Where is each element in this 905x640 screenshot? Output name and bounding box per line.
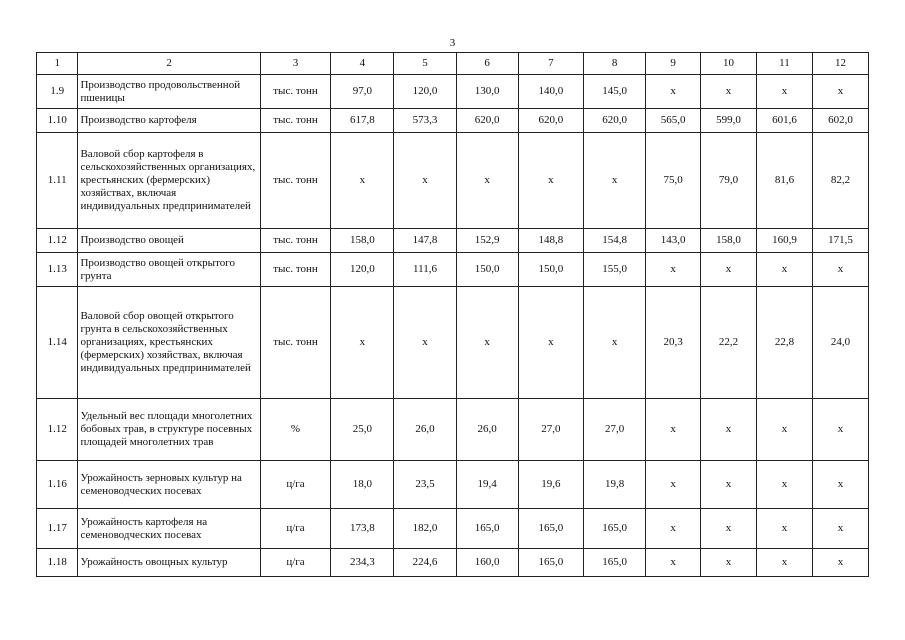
value-cell: x — [757, 461, 813, 509]
value-cell: 171,5 — [812, 229, 868, 253]
unit-cell: % — [260, 399, 330, 461]
value-cell: 81,6 — [757, 133, 813, 229]
row-number: 1.18 — [37, 549, 78, 577]
value-cell: 150,0 — [518, 253, 583, 287]
row-number: 1.13 — [37, 253, 78, 287]
indicator-name: Производство овощей — [78, 229, 260, 253]
value-cell: 25,0 — [331, 399, 394, 461]
header-row — [37, 53, 869, 75]
column-header: 1 — [37, 53, 78, 75]
column-header: 2 — [78, 53, 260, 75]
value-cell: x — [812, 399, 868, 461]
value-cell: 97,0 — [331, 75, 394, 109]
value-cell: 154,8 — [584, 229, 646, 253]
value-cell: 602,0 — [812, 109, 868, 133]
indicators-table — [36, 52, 869, 577]
value-cell: 22,2 — [701, 287, 757, 399]
value-cell: x — [701, 461, 757, 509]
value-cell: x — [757, 509, 813, 549]
value-cell: 82,2 — [812, 133, 868, 229]
value-cell: 27,0 — [584, 399, 646, 461]
table-row — [37, 461, 869, 509]
value-cell: 22,8 — [757, 287, 813, 399]
unit-cell: ц/га — [260, 549, 330, 577]
value-cell: 182,0 — [394, 509, 456, 549]
table-row — [37, 509, 869, 549]
table-row — [37, 229, 869, 253]
value-cell: 224,6 — [394, 549, 456, 577]
value-cell: 111,6 — [394, 253, 456, 287]
row-number: 1.9 — [37, 75, 78, 109]
value-cell: 152,9 — [456, 229, 518, 253]
table-row — [37, 133, 869, 229]
column-header: 5 — [394, 53, 456, 75]
value-cell: x — [331, 287, 394, 399]
column-header: 10 — [701, 53, 757, 75]
row-number: 1.10 — [37, 109, 78, 133]
value-cell: x — [701, 549, 757, 577]
value-cell: 120,0 — [331, 253, 394, 287]
value-cell: 18,0 — [331, 461, 394, 509]
value-cell: 26,0 — [394, 399, 456, 461]
value-cell: 140,0 — [518, 75, 583, 109]
value-cell: 165,0 — [584, 549, 646, 577]
value-cell: 143,0 — [646, 229, 701, 253]
value-cell: x — [701, 75, 757, 109]
value-cell: 601,6 — [757, 109, 813, 133]
value-cell: 23,5 — [394, 461, 456, 509]
value-cell: x — [584, 133, 646, 229]
value-cell: 20,3 — [646, 287, 701, 399]
indicator-name: Удельный вес площади многолетних бобовых трав, в структуре посевных площадей многолетних трав — [78, 399, 260, 461]
indicator-name: Валовой сбор овощей открытого грунта в сельскохозяйственных организациях, крестьянских (фермерских) хозяйствах, включая индивидуальных предпринимателей — [78, 287, 260, 399]
value-cell: x — [331, 133, 394, 229]
value-cell: x — [394, 133, 456, 229]
value-cell: x — [518, 287, 583, 399]
value-cell: x — [646, 75, 701, 109]
unit-cell: тыс. тонн — [260, 109, 330, 133]
value-cell: x — [456, 287, 518, 399]
column-header: 6 — [456, 53, 518, 75]
value-cell: 19,6 — [518, 461, 583, 509]
column-header: 3 — [260, 53, 330, 75]
value-cell: x — [646, 253, 701, 287]
unit-cell: ц/га — [260, 509, 330, 549]
value-cell: x — [757, 549, 813, 577]
column-header: 4 — [331, 53, 394, 75]
column-header: 8 — [584, 53, 646, 75]
value-cell: x — [518, 133, 583, 229]
value-cell: x — [757, 253, 813, 287]
unit-cell: ц/га — [260, 461, 330, 509]
value-cell: x — [812, 509, 868, 549]
value-cell: 79,0 — [701, 133, 757, 229]
value-cell: 620,0 — [456, 109, 518, 133]
indicator-name: Производство картофеля — [78, 109, 260, 133]
value-cell: 158,0 — [331, 229, 394, 253]
unit-cell: тыс. тонн — [260, 287, 330, 399]
indicator-name: Урожайность овощных культур — [78, 549, 260, 577]
value-cell: x — [757, 399, 813, 461]
value-cell: 573,3 — [394, 109, 456, 133]
value-cell: 620,0 — [584, 109, 646, 133]
value-cell: x — [812, 75, 868, 109]
unit-cell: тыс. тонн — [260, 253, 330, 287]
value-cell: 155,0 — [584, 253, 646, 287]
table-row — [37, 287, 869, 399]
value-cell: 150,0 — [456, 253, 518, 287]
value-cell: 145,0 — [584, 75, 646, 109]
unit-cell: тыс. тонн — [260, 75, 330, 109]
value-cell: 130,0 — [456, 75, 518, 109]
table-row — [37, 75, 869, 109]
value-cell: 158,0 — [701, 229, 757, 253]
column-header: 11 — [757, 53, 813, 75]
value-cell: x — [701, 399, 757, 461]
value-cell: x — [456, 133, 518, 229]
value-cell: x — [701, 509, 757, 549]
row-number: 1.14 — [37, 287, 78, 399]
column-header: 7 — [518, 53, 583, 75]
value-cell: x — [394, 287, 456, 399]
value-cell: 148,8 — [518, 229, 583, 253]
value-cell: x — [646, 461, 701, 509]
indicator-name: Валовой сбор картофеля в сельскохозяйственных организациях, крестьянских (фермерских) хозяйствах, включая индивидуальных предпринимателей — [78, 133, 260, 229]
value-cell: 160,0 — [456, 549, 518, 577]
value-cell: 173,8 — [331, 509, 394, 549]
indicator-name: Производство овощей открытого грунта — [78, 253, 260, 287]
value-cell: x — [646, 399, 701, 461]
row-number: 1.17 — [37, 509, 78, 549]
value-cell: 565,0 — [646, 109, 701, 133]
value-cell: 26,0 — [456, 399, 518, 461]
value-cell: x — [757, 75, 813, 109]
row-number: 1.12 — [37, 399, 78, 461]
value-cell: 160,9 — [757, 229, 813, 253]
value-cell: 19,4 — [456, 461, 518, 509]
value-cell: x — [812, 461, 868, 509]
row-number: 1.16 — [37, 461, 78, 509]
value-cell: x — [812, 253, 868, 287]
table-row — [37, 253, 869, 287]
value-cell: 19,8 — [584, 461, 646, 509]
page-number: 3 — [449, 37, 456, 49]
value-cell: 165,0 — [518, 509, 583, 549]
value-cell: 24,0 — [812, 287, 868, 399]
column-header: 12 — [812, 53, 868, 75]
indicator-name: Урожайность зерновых культур на семеноводческих посевах — [78, 461, 260, 509]
table-row — [37, 109, 869, 133]
value-cell: 234,3 — [331, 549, 394, 577]
table-row — [37, 399, 869, 461]
row-number: 1.11 — [37, 133, 78, 229]
value-cell: 147,8 — [394, 229, 456, 253]
value-cell: 617,8 — [331, 109, 394, 133]
value-cell: 165,0 — [518, 549, 583, 577]
value-cell: 165,0 — [456, 509, 518, 549]
value-cell: x — [646, 509, 701, 549]
value-cell: x — [646, 549, 701, 577]
indicator-name: Производство продовольственной пшеницы — [78, 75, 260, 109]
value-cell: 599,0 — [701, 109, 757, 133]
value-cell: 27,0 — [518, 399, 583, 461]
value-cell: x — [701, 253, 757, 287]
column-header: 9 — [646, 53, 701, 75]
value-cell: 165,0 — [584, 509, 646, 549]
indicator-name: Урожайность картофеля на семеноводческих посевах — [78, 509, 260, 549]
unit-cell: тыс. тонн — [260, 133, 330, 229]
value-cell: x — [812, 549, 868, 577]
unit-cell: тыс. тонн — [260, 229, 330, 253]
value-cell: 75,0 — [646, 133, 701, 229]
table-row — [37, 549, 869, 577]
row-number: 1.12 — [37, 229, 78, 253]
value-cell: 120,0 — [394, 75, 456, 109]
value-cell: 620,0 — [518, 109, 583, 133]
value-cell: x — [584, 287, 646, 399]
